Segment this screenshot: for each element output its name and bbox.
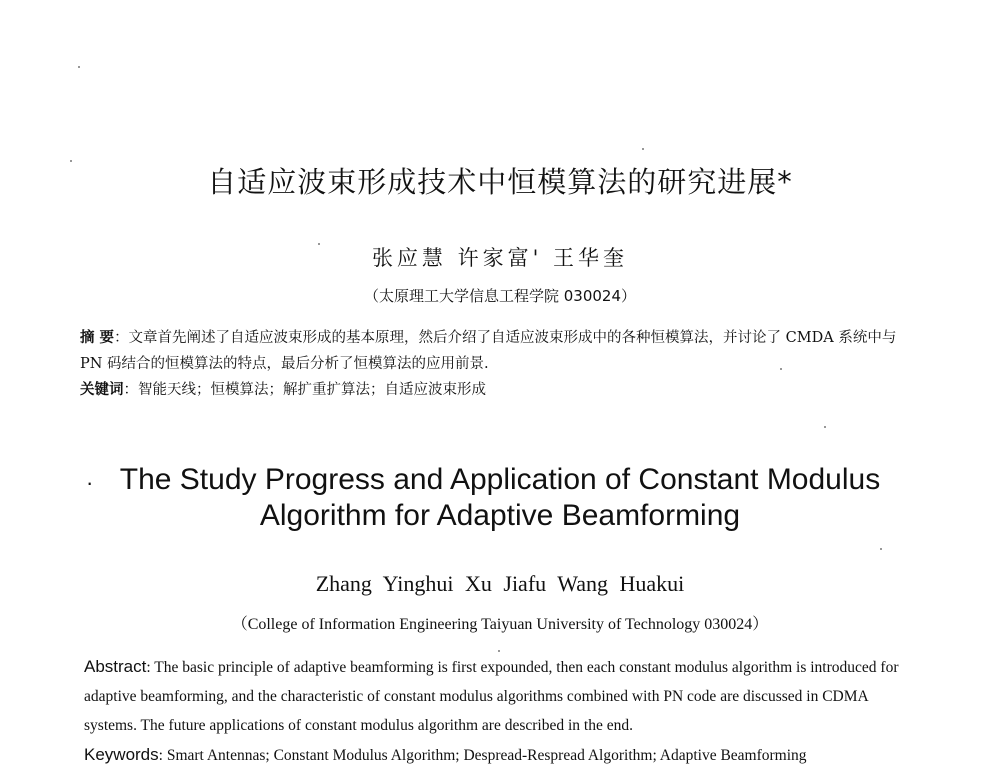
english-keywords-label: Keywords bbox=[84, 745, 159, 764]
english-title-line-1: The Study Progress and Application of Constant Modulus bbox=[119, 463, 881, 496]
chinese-keywords-text: ：智能天线；恒模算法；解扩重扩算法；自适应波束形成 bbox=[123, 382, 486, 398]
chinese-abstract-text: ：文章首先阐述了自适应波束形成的基本原理，然后介绍了自适应波束形成中的各种恒模算法，并讨论了 CMDA 系统中与 PN 码结合的恒模算法的特点，最后分析了恒模算法的应用前景. bbox=[80, 330, 897, 372]
chinese-authors: 张应慧 许家富' 王华奎 bbox=[371, 246, 629, 270]
english-authors: Zhang Yinghui Xu Jiafu Wang Huakui bbox=[315, 571, 685, 596]
chinese-affiliation: （太原理工大学信息工程学院 030024） bbox=[363, 287, 637, 305]
english-abstract-text: : The basic principle of adaptive beamforming is first expounded, then each constant modulus algorithm is introduced for adaptive beamforming, and the characteristic of constant modulus algorithms combined with PN code are discussed in CDMA systems. The future applications of constant modulus algorithm are described in the end. bbox=[84, 659, 899, 734]
english-keywords-text: : Smart Antennas; Constant Modulus Algorithm; Despread-Respread Algorithm; Adaptive Beamforming bbox=[158, 747, 807, 764]
chinese-title: 自适应波束形成技术中恒模算法的研究进展* bbox=[207, 165, 793, 199]
chinese-abstract-block bbox=[80, 325, 920, 403]
chinese-keywords-label: 关键词 bbox=[80, 382, 124, 398]
english-title-line-2: Algorithm for Adaptive Beamforming bbox=[259, 499, 741, 532]
scan-speck bbox=[642, 148, 644, 150]
scan-speck bbox=[880, 548, 882, 550]
english-keywords bbox=[84, 740, 924, 770]
english-abstract-label: Abstract bbox=[84, 657, 147, 676]
scan-speck bbox=[70, 160, 72, 162]
chinese-abstract-label: 摘 要 bbox=[80, 330, 115, 346]
scan-speck bbox=[498, 650, 500, 652]
english-abstract bbox=[84, 652, 924, 740]
chinese-keywords bbox=[80, 377, 920, 403]
scan-speck bbox=[780, 368, 782, 370]
english-affiliation: （College of Information Engineering Taiyuan University of Technology 030024） bbox=[231, 616, 769, 633]
english-abstract-block bbox=[84, 652, 924, 770]
stray-bullet-mark: · bbox=[86, 470, 94, 495]
scan-speck bbox=[824, 426, 826, 428]
scan-speck bbox=[318, 243, 320, 245]
chinese-abstract bbox=[80, 325, 920, 377]
english-title bbox=[0, 462, 1000, 534]
scan-speck bbox=[78, 66, 80, 68]
